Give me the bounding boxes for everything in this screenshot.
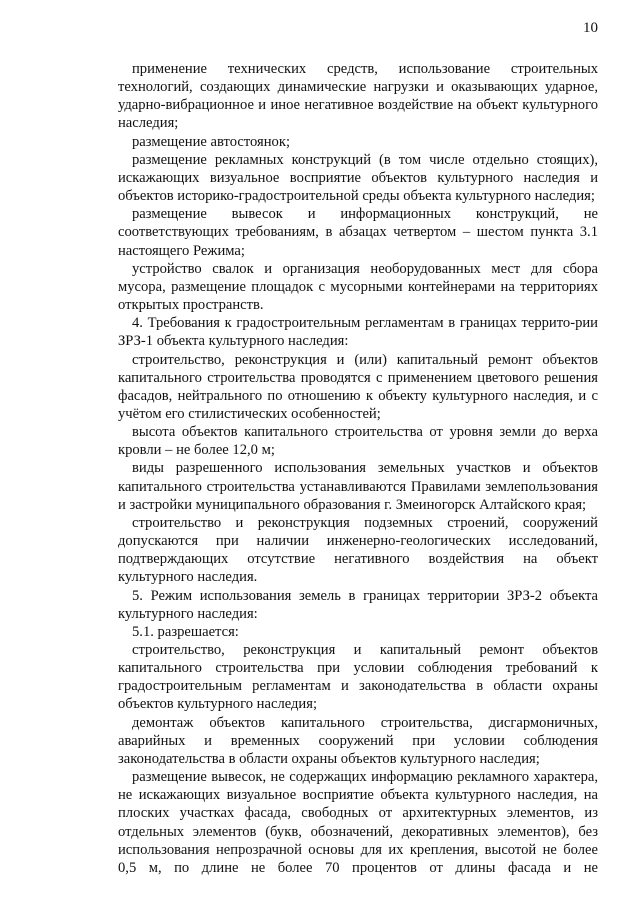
paragraph-8: высота объектов капитального строительства от уровня земли до верха кровли – не более 12,0 м; <box>118 424 598 459</box>
paragraph-14: демонтаж объектов капитального строительства, дисгармоничных, аварийных и временных сооружений при условии соблюдения законодательства в области охраны объектов культурного наследия; <box>118 714 598 767</box>
paragraph-13: строительство, реконструкция и капитальный ремонт объектов капитального строительства при условии соблюдения требований к градостроительным регламентам и законодательства в области охраны объектов культурного наследия; <box>118 642 598 713</box>
paragraph-15: размещение вывесок, не содержащих информацию рекламного характера, не искажающих визуальное восприятие объекта культурного наследия, на плоских участках фасада, свободных от архитектурных элементов, из отдельных элементов (букв, обозначений, декоративных элементов), без использования непрозрачной основы для их крепления, высотой не более 0,5 м, по длине не более 70 процентов от длины фасада и не <box>118 769 598 876</box>
paragraph-6: 4. Требования к градостроительным регламентам в границах террито-рии ЗРЗ-1 объекта культурного наследия: <box>118 315 598 350</box>
paragraph-11: 5. Режим использования земель в границах территории ЗРЗ-2 объекта культурного наследия: <box>118 587 598 622</box>
paragraph-10: строительство и реконструкция подземных строений, сооружений допускаются при наличии инженерно-геологических исследований, подтверждающих отсутствие негативного воздействия на объект культурного наследия. <box>118 514 598 586</box>
paragraph-1: применение технических средств, использование строительных технологий, создающих динамические нагрузки и оказывающих ударное, ударно-вибрационное и иное негативное воздействие на объект культурного наследия; <box>118 61 598 132</box>
paragraph-2: размещение автостоянок; <box>132 133 291 150</box>
paragraph-5: устройство свалок и организация необорудованных мест для сбора мусора, размещение площадок с мусорными контейнерами на территориях открытых пространств. <box>118 260 598 314</box>
paragraph-9: виды разрешенного использования земельных участков и объектов капитального строительства устанавливаются Правилами землепользования и застройки муниципального образования г. Змеиногорск Алтайского края; <box>118 460 598 513</box>
paragraph-3: размещение рекламных конструкций (в том числе отдельно стоящих), искажающих визуальное восприятие объектов культурного наследия и объектов историко-градостроительной среды объекта культурного наследия; <box>118 151 598 205</box>
paragraph-12: 5.1. разрешается: <box>132 623 239 640</box>
page-number: 10 <box>583 20 598 36</box>
paragraph-7: строительство, реконструкция и (или) капитальный ремонт объектов капитального строительства проводятся с применением цветового решения фасадов, нейтрального по отношению к объекту культурного наследия, и с учётом его стилистических особенностей; <box>118 351 598 422</box>
document-body <box>118 60 598 877</box>
paragraph-4: размещение вывесок и информационных конструкций, не соответствующих требованиям, в абзацах четвертом – шестом пункта 3.1 настоящего Режима; <box>118 206 598 259</box>
